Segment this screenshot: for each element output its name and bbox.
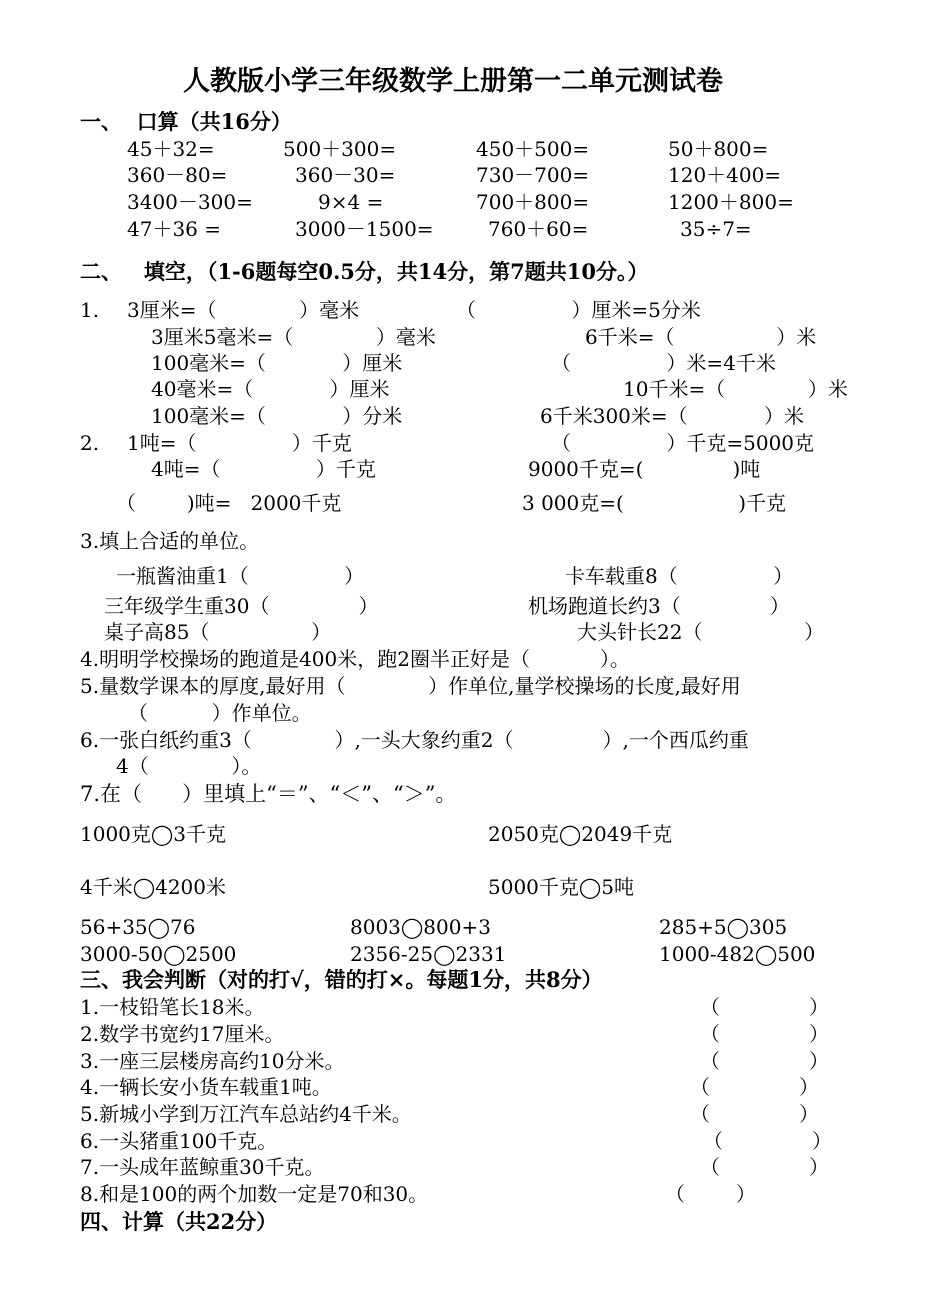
question-text-cont: 4（ ）。: [116, 754, 262, 778]
judge-item: 7.一头成年蓝鲸重30千克。: [80, 1155, 325, 1179]
judge-blank: （ ）: [700, 1022, 830, 1046]
unit-blank-item: 一瓶酱油重1（ ）: [116, 564, 365, 588]
math-item: 120＋400=: [668, 163, 782, 187]
compare-item: 2050克◯2049千克: [488, 822, 673, 846]
fill-blank-item: 4吨=（ ）千克: [151, 457, 376, 481]
math-item: 50＋800=: [668, 137, 769, 161]
compare-item: 1000克◯3千克: [80, 822, 227, 846]
compare-item: 3000-50◯2500: [80, 942, 237, 966]
math-item: 360－30=: [295, 163, 396, 187]
compare-item: 285+5◯305: [659, 915, 788, 939]
fill-blank-item: 100毫米=（ ）分米: [151, 404, 403, 428]
fill-blank-item: 100毫米=（ ）厘米: [151, 351, 403, 375]
fill-blank-item: 9000千克=( )吨: [528, 457, 761, 481]
judge-item: 8.和是100的两个加数一定是70和30。: [80, 1182, 429, 1206]
judge-blank: （ ）: [700, 1049, 830, 1073]
fill-blank-item: （ )吨= 2000千克: [116, 491, 342, 515]
fill-blank-item: 10千米=（ ）米: [623, 377, 848, 401]
fill-blank-item: （ ）千克=5000克: [551, 431, 815, 455]
math-item: 450＋500=: [476, 137, 590, 161]
judge-blank: （ ）: [690, 1075, 820, 1099]
judge-blank: （ ）: [665, 1182, 756, 1206]
section-3-heading: 三、我会判断（对的打√，错的打×。每题1分，共8分）: [80, 967, 603, 992]
math-item: 760＋60=: [488, 217, 589, 241]
page-title: 人教版小学三年级数学上册第一二单元测试卷: [183, 66, 723, 97]
question-number: 1.: [80, 298, 100, 322]
judge-item: 6.一头猪重100千克。: [80, 1129, 278, 1153]
judge-item: 5.新城小学到万江汽车总站约4千米。: [80, 1102, 412, 1126]
judge-blank: （ ）: [700, 1155, 830, 1179]
unit-blank-item: 大头针长22（ ）: [577, 620, 825, 644]
question-text: 4.明明学校操场的跑道是400米，跑2圈半正好是（ ）。: [80, 647, 630, 671]
judge-blank: （ ）: [700, 995, 830, 1019]
judge-blank: （ ）: [690, 1102, 820, 1126]
math-item: 45＋32=: [127, 137, 215, 161]
compare-item: 4千米◯4200米: [80, 875, 227, 899]
judge-item: 4.一辆长安小货车载重1吨。: [80, 1075, 332, 1099]
math-item: 700＋800=: [476, 190, 590, 214]
fill-blank-item: 6千米300米=（ ）米: [540, 404, 804, 428]
judge-item: 2.数学书宽约17厘米。: [80, 1022, 285, 1046]
compare-item: 5000千克◯5吨: [488, 875, 635, 899]
math-item: 730－700=: [476, 163, 590, 187]
judge-item: 1.一枝铅笔长18米。: [80, 995, 265, 1019]
judge-blank: （ ）: [703, 1129, 833, 1153]
math-item: 47＋36 =: [127, 217, 222, 241]
fill-blank-item: 40毫米=（ ）厘米: [151, 377, 390, 401]
compare-item: 8003◯800+3: [350, 915, 491, 939]
compare-item: 1000-482◯500: [659, 942, 816, 966]
unit-blank-item: 桌子高85（ ）: [104, 620, 332, 644]
question-text-cont: （ ）作单位。: [128, 701, 312, 725]
math-item: 3000－1500=: [295, 217, 434, 241]
question-text: 5.量数学课本的厚度,最好用（ ）作单位,量学校操场的长度,最好用: [80, 674, 741, 698]
fill-blank-item: 3厘米5毫米=（ ）毫米: [151, 325, 436, 349]
math-item: 3400－300=: [127, 190, 253, 214]
judge-item: 3.一座三层楼房高约10分米。: [80, 1049, 345, 1073]
fill-blank-item: 6千米=（ ）米: [585, 325, 817, 349]
fill-blank-item: （ ）厘米=5分米: [456, 298, 701, 322]
fill-blank-item: 3 000克=( )千克: [522, 491, 787, 515]
math-item: 9×4 =: [318, 190, 384, 214]
section-1-heading: 一、 口算（共16分）: [80, 109, 292, 134]
question-text: 3.填上合适的单位。: [80, 529, 260, 553]
math-item: 360－80=: [127, 163, 228, 187]
unit-blank-item: 卡车载重8（ ）: [565, 564, 794, 588]
math-item: 1200＋800=: [668, 190, 794, 214]
math-item: 35÷7=: [680, 217, 752, 241]
question-text: 7.在（ ）里填上“＝”、“＜”、“＞”。: [80, 782, 457, 806]
fill-blank-item: 1吨=（ ）千克: [127, 431, 352, 455]
section-4-heading: 四、计算（共22分）: [80, 1209, 278, 1234]
question-number: 2.: [80, 431, 100, 455]
compare-item: 56+35◯76: [80, 915, 196, 939]
section-2-heading: 二、 填空，（1-6题每空0.5分，共14分，第7题共10分。）: [80, 259, 649, 284]
math-item: 500＋300=: [283, 137, 397, 161]
compare-item: 2356-25◯2331: [350, 942, 507, 966]
unit-blank-item: 三年级学生重30（ ）: [104, 594, 379, 618]
fill-blank-item: 3厘米=（ ）毫米: [127, 298, 360, 322]
fill-blank-item: （ ）米=4千米: [551, 351, 776, 375]
unit-blank-item: 机场跑道长约3（ ）: [528, 594, 790, 618]
question-text: 6.一张白纸约重3（ ）,一头大象约重2（ ）,一个西瓜约重: [80, 728, 749, 752]
